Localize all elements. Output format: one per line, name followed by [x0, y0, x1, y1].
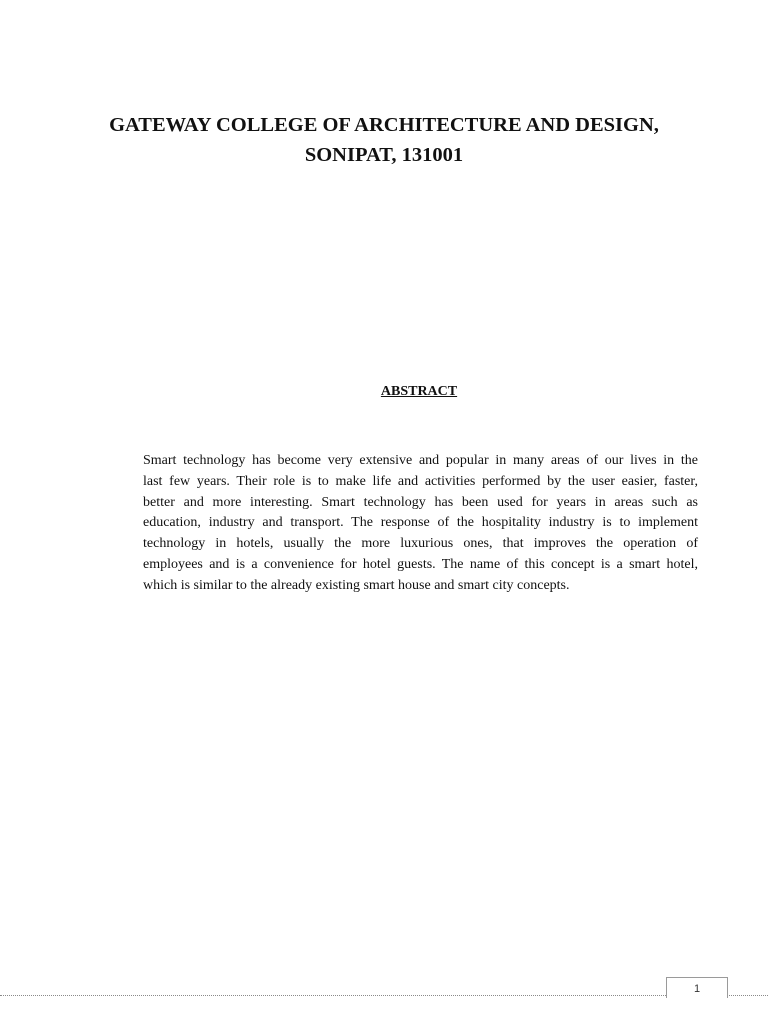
abstract-line-4: education, industry and transport. The response of the hospitality industry is to implement — [143, 515, 698, 531]
abstract-body — [143, 451, 698, 597]
abstract-line-3: better and more interesting. Smart technology has been used for years in areas such as — [143, 494, 698, 510]
title-line-1: GATEWAY COLLEGE OF ARCHITECTURE AND DESIGN, — [109, 114, 659, 136]
footer-divider-left — [0, 995, 666, 996]
abstract-heading — [0, 382, 768, 402]
page-number: 1 — [666, 977, 728, 998]
title-line-2: SONIPAT, 131001 — [304, 144, 464, 166]
abstract-line-7: which is similar to the already existing smart house and smart city concepts. — [143, 577, 570, 593]
footer-divider-right — [727, 995, 768, 996]
abstract-line-5: technology in hotels, usually the more luxurious ones, that improves the operation of — [143, 536, 698, 552]
abstract-line-2: last few years. Their role is to make life and activities performed by the user easier, faster, — [143, 473, 698, 489]
document-title — [0, 110, 768, 170]
abstract-line-6: employees and is a convenience for hotel guests. The name of this concept is a smart hotel, — [143, 556, 698, 572]
abstract-line-1: Smart technology has become very extensive and popular in many areas of our lives in the — [143, 453, 698, 468]
abstract-heading-text: ABSTRACT — [380, 384, 458, 399]
